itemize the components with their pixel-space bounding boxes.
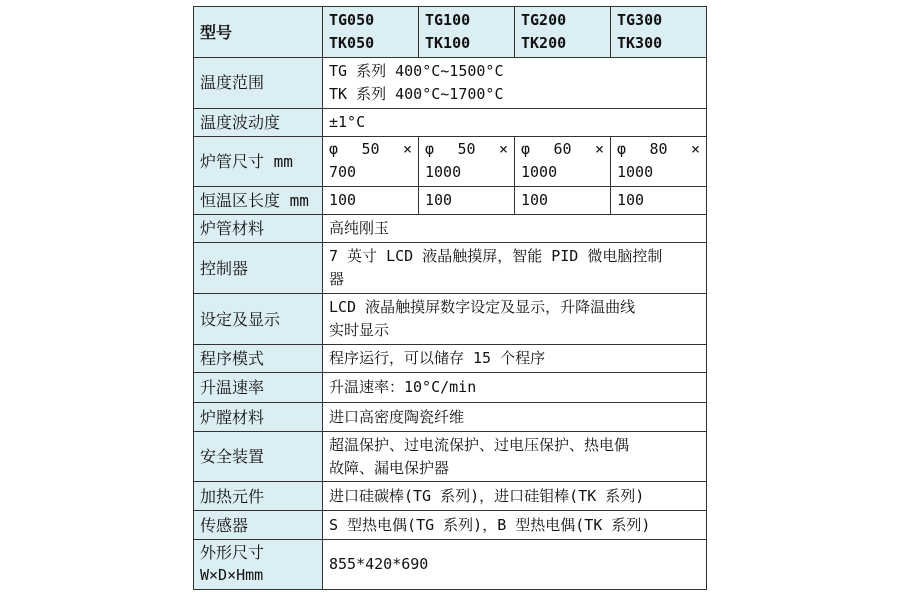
row-sensor: [194, 511, 707, 539]
label-setting-display: 设定及显示: [194, 294, 323, 344]
tube-size-cell: φ 60 × 1000: [515, 136, 611, 186]
const-zone-cell: 100: [611, 186, 707, 214]
value-dimensions: 855*420*690: [323, 539, 707, 589]
label-temp-range: 温度范围: [194, 58, 323, 108]
row-const-zone: [194, 186, 707, 214]
value-setting-display: LCD 液晶触摸屏数字设定及显示，升降温曲线 实时显示: [323, 294, 707, 344]
label-model: 型号: [194, 7, 323, 58]
value-controller: 7 英寸 LCD 液晶触摸屏，智能 PID 微电脑控制 器: [323, 243, 707, 294]
value-safety: 超温保护、过电流保护、过电压保护、热电偶 故障、漏电保护器: [323, 432, 707, 482]
label-temp-fluct: 温度波动度: [194, 108, 323, 136]
model-cell: TG100 TK100: [419, 7, 515, 58]
row-temp-fluct: [194, 108, 707, 136]
value-temp-range: TG 系列 400°C~1500°C TK 系列 400°C~1700°C: [323, 58, 707, 108]
tube-size-cell: φ 50 × 700: [323, 136, 419, 186]
row-program-mode: [194, 344, 707, 372]
row-tube-size: [194, 136, 707, 186]
value-chamber-material: 进口高密度陶瓷纤维: [323, 402, 707, 431]
value-temp-fluct: ±1°C: [323, 108, 707, 136]
model-cell: TG300 TK300: [611, 7, 707, 58]
const-zone-cell: 100: [323, 186, 419, 214]
label-const-zone: 恒温区长度 mm: [194, 186, 323, 214]
row-setting-display: [194, 294, 707, 344]
value-tube-material: 高纯刚玉: [323, 215, 707, 243]
spec-table: [193, 6, 707, 590]
row-heating-rate: [194, 372, 707, 402]
row-model: [194, 7, 707, 58]
row-safety: [194, 432, 707, 482]
const-zone-cell: 100: [515, 186, 611, 214]
label-heating-rate: 升温速率: [194, 372, 323, 402]
label-tube-material: 炉管材料: [194, 215, 323, 243]
label-program-mode: 程序模式: [194, 344, 323, 372]
model-cell: TG200 TK200: [515, 7, 611, 58]
label-tube-size: 炉管尺寸 mm: [194, 136, 323, 186]
label-dimensions: 外形尺寸 W×D×Hmm: [194, 539, 323, 589]
row-dimensions: [194, 539, 707, 589]
row-temp-range: [194, 58, 707, 108]
row-controller: [194, 243, 707, 294]
value-heating-element: 进口硅碳棒(TG 系列)，进口硅钼棒(TK 系列): [323, 482, 707, 511]
label-heating-element: 加热元件: [194, 482, 323, 511]
label-chamber-material: 炉膛材料: [194, 402, 323, 431]
row-heating-element: [194, 482, 707, 511]
row-chamber-material: [194, 402, 707, 431]
tube-size-cell: φ 80 × 1000: [611, 136, 707, 186]
label-controller: 控制器: [194, 243, 323, 294]
label-safety: 安全装置: [194, 432, 323, 482]
value-sensor: S 型热电偶(TG 系列)，B 型热电偶(TK 系列): [323, 511, 707, 539]
model-cell: TG050 TK050: [323, 7, 419, 58]
value-heating-rate: 升温速率：10°C/min: [323, 372, 707, 402]
row-tube-material: [194, 215, 707, 243]
tube-size-cell: φ 50 × 1000: [419, 136, 515, 186]
label-sensor: 传感器: [194, 511, 323, 539]
const-zone-cell: 100: [419, 186, 515, 214]
value-program-mode: 程序运行，可以储存 15 个程序: [323, 344, 707, 372]
